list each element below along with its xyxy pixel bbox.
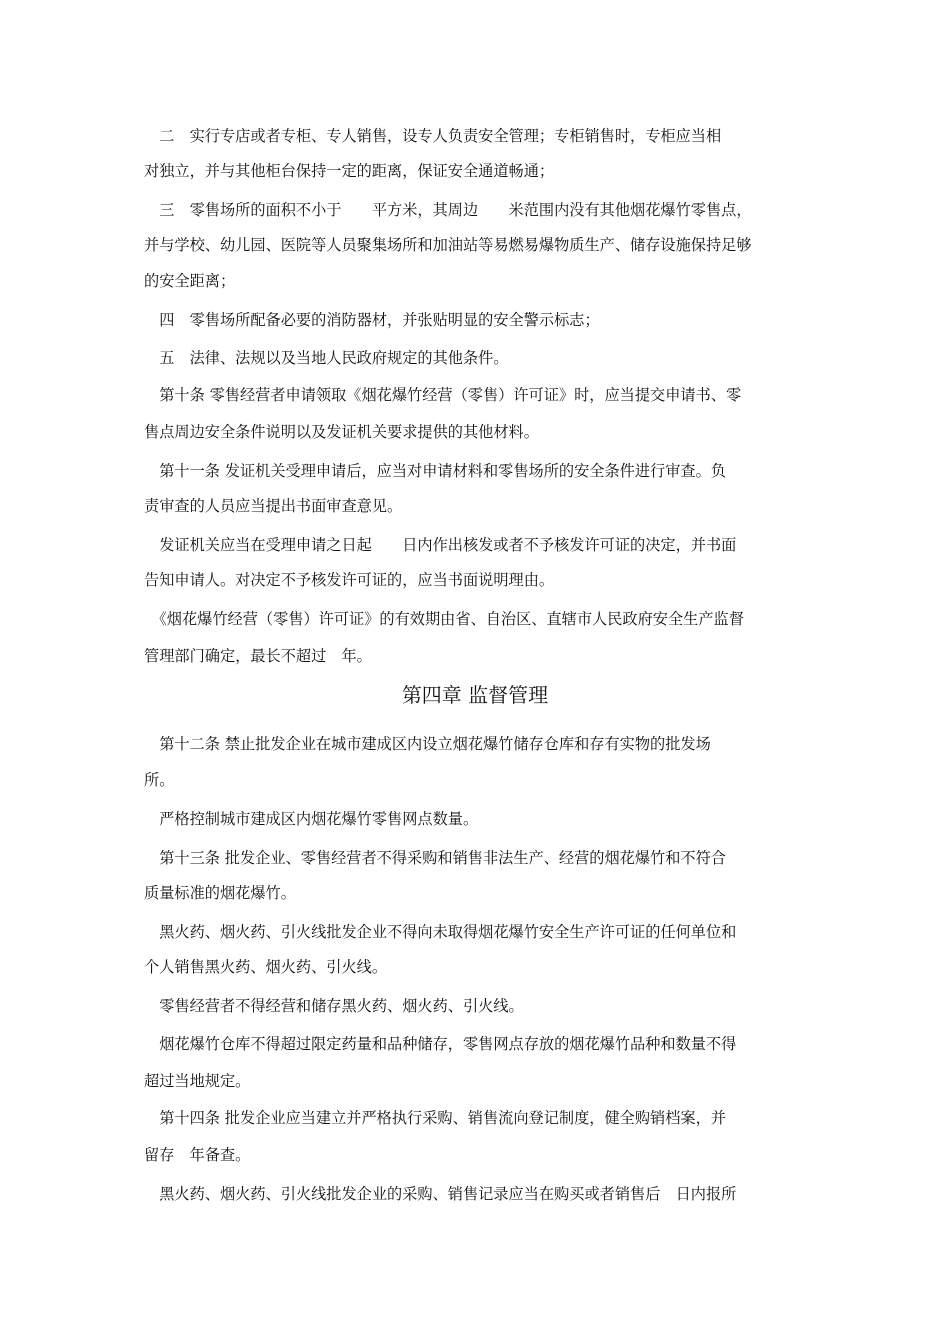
text-line: 责审查的人员应当提出书面审查意见。 [144,497,403,515]
text-line: 三 零售场所的面积不小于 平方米，其周边 米范围内没有其他烟花爆竹零售点， [144,201,752,219]
text-line: 所。 [144,771,175,789]
text-line: 严格控制城市建成区内烟花爆竹零售网点数量。 [144,810,479,828]
text-line: 《烟花爆竹经营（零售）许可证》的有效期由省、自治区、直辖市人民政府安全生产监督 [144,610,744,628]
text-line: 的安全距离； [144,272,236,290]
text-line: 发证机关应当在受理申请之日起 日内作出核发或者不予核发许可证的决定，并书面 [144,536,737,554]
text-line: 第十条 零售经营者申请领取《烟花爆竹经营（零售）许可证》时，应当提交申请书、零 [144,386,742,404]
text-line: 对独立，并与其他柜台保持一定的距离，保证安全通道畅通； [144,162,555,180]
text-line: 第十一条 发证机关受理申请后，应当对申请材料和零售场所的安全条件进行审查。负 [144,462,726,480]
text-line: 告知申请人。对决定不予核发许可证的，应当书面说明理由。 [144,571,555,589]
text-line: 四 零售场所配备必要的消防器材，并张贴明显的安全警示标志； [144,311,600,329]
text-line: 第十四条 批发企业应当建立并严格执行采购、销售流向登记制度，健全购销档案，并 [144,1109,726,1127]
text-line: 黑火药、烟火药、引火线批发企业的采购、销售记录应当在购买或者销售后 日内报所 [144,1185,737,1203]
text-line: 零售经营者不得经营和储存黑火药、烟火药、引火线。 [144,997,524,1015]
text-line: 个人销售黑火药、烟火药、引火线。 [144,958,387,976]
text-line: 二 实行专店或者专柜、专人销售，设专人负责安全管理；专柜销售时，专柜应当相 [144,127,722,145]
text-line: 第十三条 批发企业、零售经营者不得采购和销售非法生产、经营的烟花爆竹和不符合 [144,849,726,867]
text-line: 超过当地规定。 [144,1072,251,1090]
text-line: 第十二条 禁止批发企业在城市建成区内设立烟花爆竹储存仓库和存有实物的批发场 [144,735,711,753]
text-line: 管理部门确定，最长不超过 年。 [144,647,372,665]
text-line: 售点周边安全条件说明以及发证机关要求提供的其他材料。 [144,423,539,441]
text-line: 并与学校、幼儿园、医院等人员聚集场所和加油站等易燃易爆物质生产、储存设施保持足够 [144,236,752,254]
text-line: 黑火药、烟火药、引火线批发企业不得向未取得烟花爆竹安全生产许可证的任何单位和 [144,923,737,941]
text-line: 留存 年备查。 [144,1146,251,1164]
text-line: 质量标准的烟花爆竹。 [144,884,296,902]
text-line: 五 法律、法规以及当地人民政府规定的其他条件。 [144,349,509,367]
text-line: 烟花爆竹仓库不得超过限定药量和品种储存，零售网点存放的烟花爆竹品种和数量不得 [144,1035,737,1053]
chapter-heading: 第四章 监督管理 [401,683,549,707]
